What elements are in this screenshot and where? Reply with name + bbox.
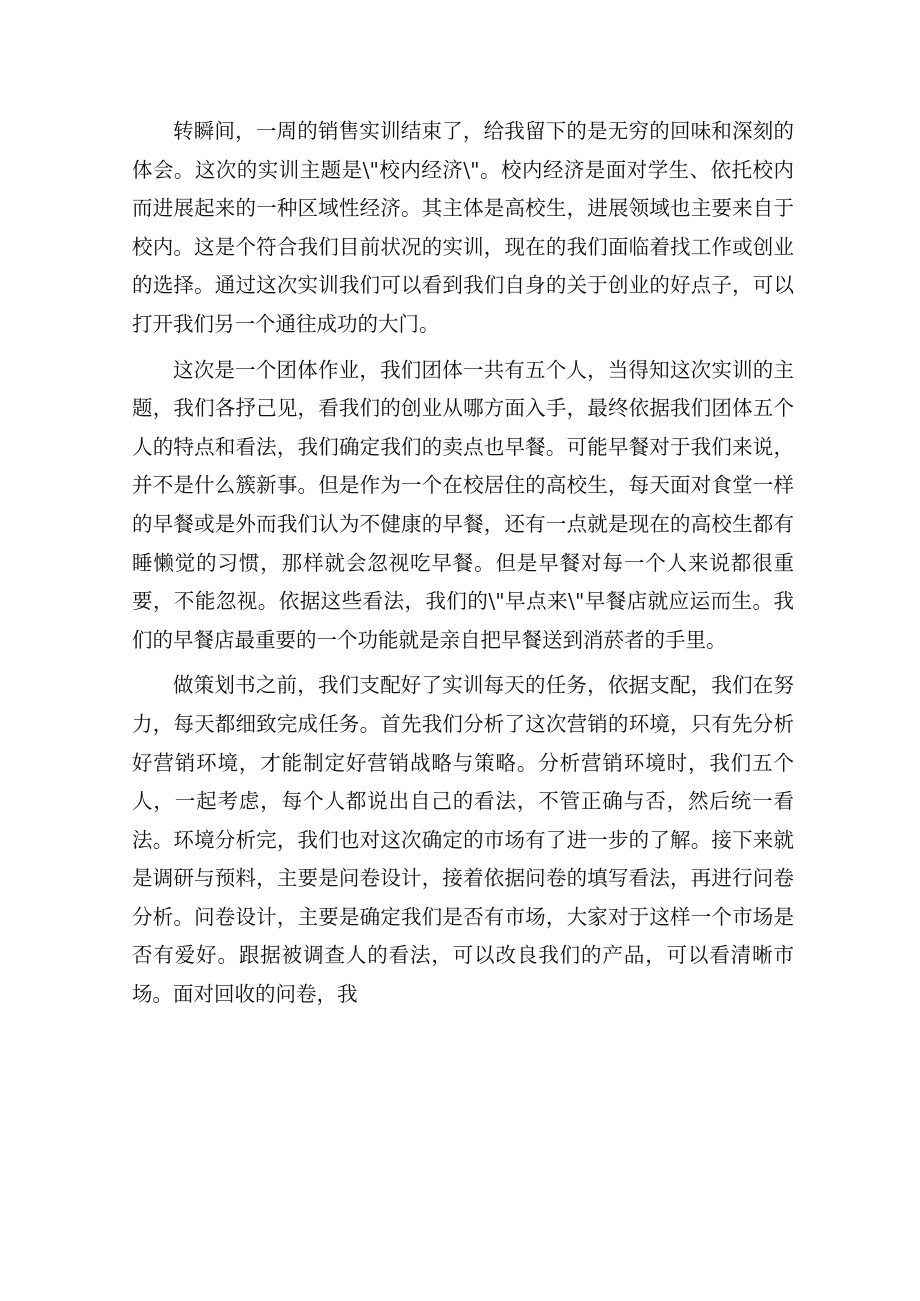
document-body	[132, 112, 794, 1021]
paragraph-2: 这次是一个团体作业，我们团体一共有五个人，当得知这次实训的主题，我们各抒己见，看我们的创业从哪方面入手，最终依据我们团体五个人的特点和看法，我们确定我们的卖点也早餐。可能早餐对于我们来说，并不是什么簇新事。但是作为一个在校居住的高校生，每天面对食堂一样的早餐或是外而我们认为不健康的早餐，还有一点就是现在的高校生都有睡懒觉的习惯，那样就会忽视吃早餐。但是早餐对每一个人来说都很重要，不能忽视。依据这些看法，我们的\"早点来\"早餐店就应运而生。我们的早餐店最重要的一个功能就是亲自把早餐送到消菸者的手里。	[132, 357, 794, 652]
paragraph-1: 转瞬间，一周的销售实训结束了，给我留下的是无穷的回味和深刻的体会。这次的实训主题是\"校内经济\"。校内经济是面对学生、依托校内而进展起来的一种区域性经济。其主体是高校生，进展领域也主要来自于校内。这是个符合我们目前状况的实训，现在的我们面临着找工作或创业的选择。通过这次实训我们可以看到我们自身的关于创业的好点子，可以打开我们另一个通往成功的大门。	[132, 119, 794, 336]
paragraph-3: 做策划书之前，我们支配好了实训每天的任务，依据支配，我们在努力，每天都细致完成任务。首先我们分析了这次营销的环境，只有先分析好营销环境，才能制定好营销战略与策略。分析营销环境时，我们五个人，一起考虑，每个人都说出自己的看法，不管正确与否，然后统一看法。环境分析完，我们也对这次确定的市场有了进一步的了解。接下来就是调研与预料，主要是问卷设计，接着依据问卷的填写看法，再进行问卷分析。问卷设计，主要是确定我们是否有市场，大家对于这样一个市场是否有爱好。跟据被调查人的看法，可以改良我们的产品，可以看清晰市场。面对回收的问卷，我	[132, 673, 794, 1007]
